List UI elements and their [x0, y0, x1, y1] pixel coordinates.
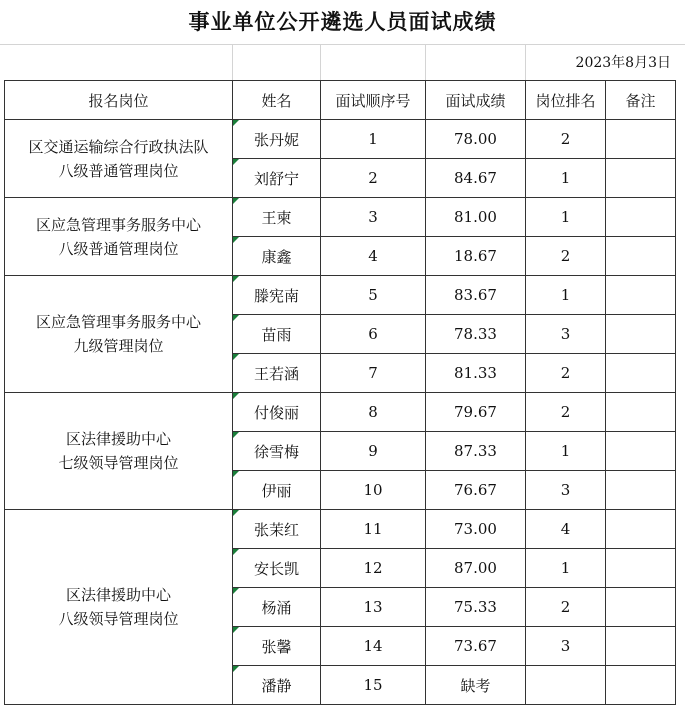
post-name-line: 区法律援助中心 [65, 430, 171, 448]
candidate-name: 苗雨 [261, 325, 292, 344]
header-post: 报名岗位 [5, 81, 233, 120]
note-cell[interactable] [606, 471, 676, 510]
cell-marker-icon [233, 237, 239, 243]
candidate-name: 张馨 [261, 637, 292, 656]
cell-marker-icon [233, 471, 239, 477]
rank-cell[interactable]: 2 [526, 120, 606, 159]
rank-cell[interactable]: 2 [526, 354, 606, 393]
score-cell[interactable]: 78.00 [426, 120, 526, 159]
grid-line [425, 44, 426, 80]
header-score: 面试成绩 [426, 81, 526, 120]
score-cell[interactable]: 75.33 [426, 588, 526, 627]
order-cell[interactable]: 15 [321, 666, 426, 705]
rank-cell[interactable] [526, 666, 606, 705]
table-row [5, 393, 676, 432]
score-cell[interactable]: 79.67 [426, 393, 526, 432]
order-cell[interactable]: 13 [321, 588, 426, 627]
order-cell[interactable]: 4 [321, 237, 426, 276]
candidate-name: 张茉红 [253, 520, 299, 539]
post-cell[interactable] [5, 198, 233, 276]
name-cell[interactable] [233, 432, 321, 471]
score-cell[interactable]: 81.33 [426, 354, 526, 393]
name-cell[interactable] [233, 120, 321, 159]
score-cell[interactable]: 76.67 [426, 471, 526, 510]
post-cell[interactable] [5, 393, 233, 510]
rank-cell[interactable]: 2 [526, 393, 606, 432]
rank-cell[interactable]: 3 [526, 471, 606, 510]
cell-marker-icon [233, 276, 239, 282]
header-rank: 岗位排名 [526, 81, 606, 120]
rank-cell[interactable]: 1 [526, 276, 606, 315]
candidate-name: 潘静 [261, 676, 292, 695]
name-cell[interactable] [233, 315, 321, 354]
candidate-name: 徐雪梅 [253, 442, 299, 461]
name-cell[interactable] [233, 549, 321, 588]
post-level-line: 八级领导管理岗位 [58, 610, 179, 628]
post-name-line: 区应急管理事务服务中心 [35, 215, 201, 234]
date-label: 2023年8月3日 [575, 55, 671, 71]
name-cell[interactable] [233, 276, 321, 315]
grid-line [0, 44, 685, 45]
candidate-name: 王柬 [261, 208, 292, 227]
note-cell[interactable] [606, 198, 676, 237]
order-cell[interactable]: 7 [321, 354, 426, 393]
name-cell[interactable] [233, 471, 321, 510]
score-cell[interactable]: 73.00 [426, 510, 526, 549]
order-cell[interactable]: 9 [321, 432, 426, 471]
cell-marker-icon [233, 627, 239, 633]
score-cell[interactable]: 18.67 [426, 237, 526, 276]
header-order: 面试顺序号 [321, 81, 426, 120]
order-cell[interactable]: 10 [321, 471, 426, 510]
name-cell[interactable] [233, 666, 321, 705]
cell-marker-icon [233, 315, 239, 321]
rank-cell[interactable]: 1 [526, 159, 606, 198]
post-name-line: 区法律援助中心 [65, 586, 171, 604]
name-cell[interactable] [233, 354, 321, 393]
scores-table [4, 80, 676, 705]
grid-line [232, 44, 233, 80]
order-cell[interactable]: 1 [321, 120, 426, 159]
order-cell[interactable]: 6 [321, 315, 426, 354]
note-cell[interactable] [606, 237, 676, 276]
rank-cell[interactable]: 1 [526, 198, 606, 237]
post-cell[interactable] [5, 276, 233, 393]
post-name-line: 区应急管理事务服务中心 [35, 313, 201, 331]
name-cell[interactable] [233, 393, 321, 432]
post-name-line: 区交通运输综合行政执法队 [28, 137, 209, 156]
score-cell[interactable]: 缺考 [426, 666, 526, 705]
name-cell[interactable] [233, 588, 321, 627]
cell-marker-icon [233, 393, 239, 399]
candidate-name: 伊丽 [261, 481, 292, 500]
order-cell[interactable]: 11 [321, 510, 426, 549]
order-cell[interactable]: 2 [321, 159, 426, 198]
order-cell[interactable]: 5 [321, 276, 426, 315]
rank-cell[interactable]: 1 [526, 549, 606, 588]
note-cell[interactable] [606, 432, 676, 471]
cell-marker-icon [233, 549, 239, 555]
candidate-name: 付俊丽 [253, 403, 299, 422]
table-row [5, 276, 676, 315]
candidate-name: 刘舒宁 [253, 169, 299, 188]
rank-cell[interactable]: 3 [526, 627, 606, 666]
note-cell[interactable] [606, 120, 676, 159]
post-level-line: 八级普通管理岗位 [58, 239, 179, 258]
score-cell[interactable]: 78.33 [426, 315, 526, 354]
table-row [5, 198, 676, 237]
cell-marker-icon [233, 159, 239, 165]
name-cell[interactable] [233, 198, 321, 237]
rank-cell[interactable]: 3 [526, 315, 606, 354]
cell-marker-icon [233, 198, 239, 204]
name-cell[interactable] [233, 510, 321, 549]
note-cell[interactable] [606, 666, 676, 705]
note-cell[interactable] [606, 354, 676, 393]
post-cell[interactable] [5, 120, 233, 198]
grid-line [525, 44, 526, 80]
cell-marker-icon [233, 510, 239, 516]
cell-marker-icon [233, 588, 239, 594]
name-cell[interactable] [233, 237, 321, 276]
rank-cell[interactable]: 2 [526, 237, 606, 276]
table-row [5, 510, 676, 549]
post-level-line: 八级普通管理岗位 [58, 161, 179, 180]
note-cell[interactable] [606, 588, 676, 627]
score-cell[interactable]: 84.67 [426, 159, 526, 198]
order-cell[interactable]: 12 [321, 549, 426, 588]
cell-marker-icon [233, 432, 239, 438]
name-cell[interactable] [233, 159, 321, 198]
rank-cell[interactable]: 1 [526, 432, 606, 471]
score-cell[interactable]: 81.00 [426, 198, 526, 237]
score-cell[interactable]: 87.00 [426, 549, 526, 588]
table-row [5, 120, 676, 159]
rank-cell[interactable]: 2 [526, 588, 606, 627]
order-cell[interactable]: 3 [321, 198, 426, 237]
note-cell[interactable] [606, 315, 676, 354]
note-cell[interactable] [606, 627, 676, 666]
cell-marker-icon [233, 354, 239, 360]
candidate-name: 安长凯 [253, 559, 299, 578]
page-title: 事业单位公开遴选人员面试成绩 [188, 10, 497, 34]
grid-line [320, 44, 321, 80]
post-cell[interactable] [5, 510, 233, 705]
note-cell[interactable] [606, 393, 676, 432]
note-cell[interactable] [606, 510, 676, 549]
order-cell[interactable]: 14 [321, 627, 426, 666]
candidate-name: 杨涌 [261, 598, 292, 617]
score-cell[interactable]: 87.33 [426, 432, 526, 471]
note-cell[interactable] [606, 159, 676, 198]
order-cell[interactable]: 8 [321, 393, 426, 432]
candidate-name: 康鑫 [261, 247, 292, 266]
rank-cell[interactable]: 4 [526, 510, 606, 549]
candidate-name: 王若涵 [253, 364, 299, 383]
cell-marker-icon [233, 666, 239, 672]
header-row [5, 81, 676, 120]
header-note: 备注 [606, 81, 676, 120]
header-name: 姓名 [233, 81, 321, 120]
table-body [5, 120, 676, 705]
post-level-line: 九级管理岗位 [73, 337, 164, 355]
note-cell[interactable] [606, 549, 676, 588]
post-level-line: 七级领导管理岗位 [58, 454, 179, 472]
candidate-name: 滕宪南 [253, 286, 299, 305]
note-cell[interactable] [606, 276, 676, 315]
cell-marker-icon [233, 120, 239, 126]
candidate-name: 张丹妮 [253, 130, 299, 149]
name-cell[interactable] [233, 627, 321, 666]
score-cell[interactable]: 73.67 [426, 627, 526, 666]
score-cell[interactable]: 83.67 [426, 276, 526, 315]
